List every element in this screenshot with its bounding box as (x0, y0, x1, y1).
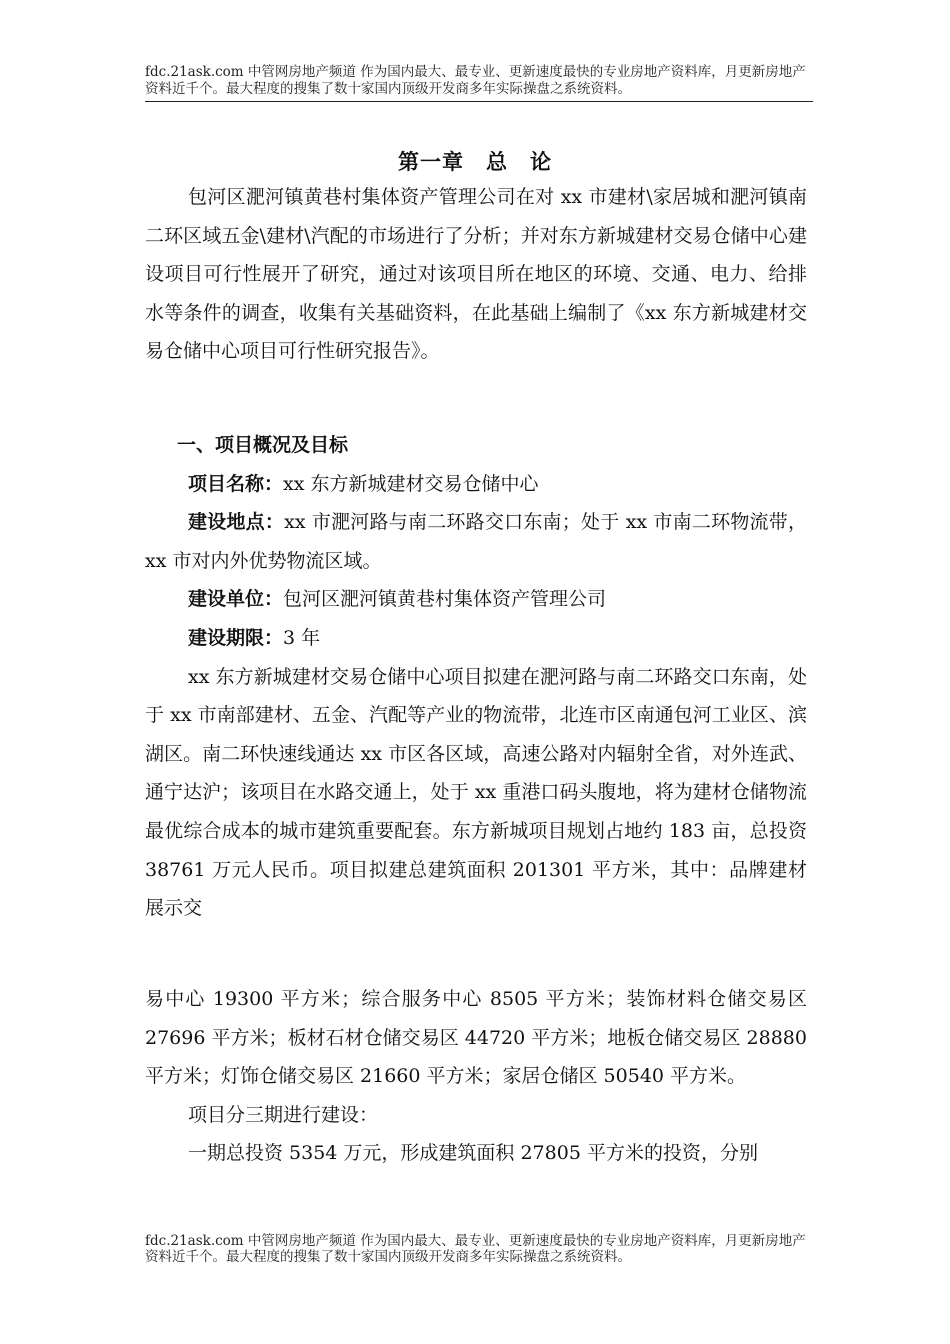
phase-1-paragraph: 一期总投资 5354 万元，形成建筑面积 27805 平方米的投资，分别 (188, 1142, 758, 1165)
header-divider (145, 101, 813, 102)
chapter-number: 第一章 (398, 149, 464, 174)
field-value: 包河区淝河镇黄巷村集体资产管理公司 (283, 588, 607, 611)
field-label: 建设单位： (188, 588, 284, 611)
phases-intro: 项目分三期进行建设： (188, 1103, 379, 1126)
page-header (145, 64, 813, 98)
field-label: 项目名称： (188, 472, 284, 495)
continuation-block (145, 980, 807, 1173)
field-value: xx 东方新城建材交易仓储中心 (283, 472, 539, 495)
field-value: xx 市淝河路与南二环路交口东南；处于 xx 市南二环物流带，xx 市对内外优势物流区域。 (145, 511, 807, 572)
chapter-title (145, 142, 805, 182)
section-heading: 一、项目概况及目标 (177, 434, 349, 456)
section-overview (145, 426, 807, 928)
project-description: xx 东方新城建材交易仓储中心项目拟建在淝河路与南二环路交口东南，处于 xx 市南部建材、五金、汽配等产业的物流带，北连市区南通包河工业区、滨湖区。南二环快速线通达 xx 市区各区域，高速公路对内辐射全省，对外连武、通宁达沪；该项目在水路交通上，处于 xx 重港口码头腹地，将为建材仓储物流最优综合成本的城市建筑重要配套。东方新城项目规划占地约 183 亩，总投资 38761 万元人民币。项目拟建总建筑面积 201301 平方米，其中：品牌建材展示交 (145, 665, 807, 920)
chapter-word-2: 论 (530, 149, 552, 174)
intro-block (145, 178, 807, 371)
chapter-word-1: 总 (486, 149, 508, 174)
page-footer (145, 1233, 813, 1265)
continuation-paragraph: 易中心 19300 平方米；综合服务中心 8505 平方米；装饰材料仓储交易区 27696 平方米；板材石材仓储交易区 44720 平方米；地板仓储交易区 28880 平方米；灯饰仓储交易区 21660 平方米；家居仓储区 50540 平方米。 (145, 988, 807, 1088)
field-label: 建设地点： (188, 511, 285, 534)
header-text: fdc.21ask.com 中管网房地产频道 作为国内最大、最专业、更新速度最快的专业房地产资料库，月更新房地产资料近千个。最大程度的搜集了数十家国内顶级开发商多年实际操盘之系统资料。 (145, 64, 806, 97)
field-builder (145, 580, 807, 619)
intro-paragraph: 包河区淝河镇黄巷村集体资产管理公司在对 xx 市建材\家居城和淝河镇南二环区域五金\建材\汽配的市场进行了分析；并对东方新城建材交易仓储中心建设项目可行性展开了研究，通过对该项目所在地区的环境、交通、电力、给排水等条件的调查，收集有关基础资料，在此基础上编制了《xx 东方新城建材交易仓储中心项目可行性研究报告》。 (145, 186, 807, 363)
field-label: 建设期限： (188, 626, 284, 649)
field-value: 3 年 (283, 626, 321, 649)
field-project-name (145, 465, 807, 504)
field-duration (145, 619, 807, 658)
field-location (145, 503, 807, 580)
footer-text: fdc.21ask.com 中管网房地产频道 作为国内最大、最专业、更新速度最快的专业房地产资料库，月更新房地产资料近千个。最大程度的搜集了数十家国内顶级开发商多年实际操盘之系统资料。 (145, 1233, 806, 1265)
